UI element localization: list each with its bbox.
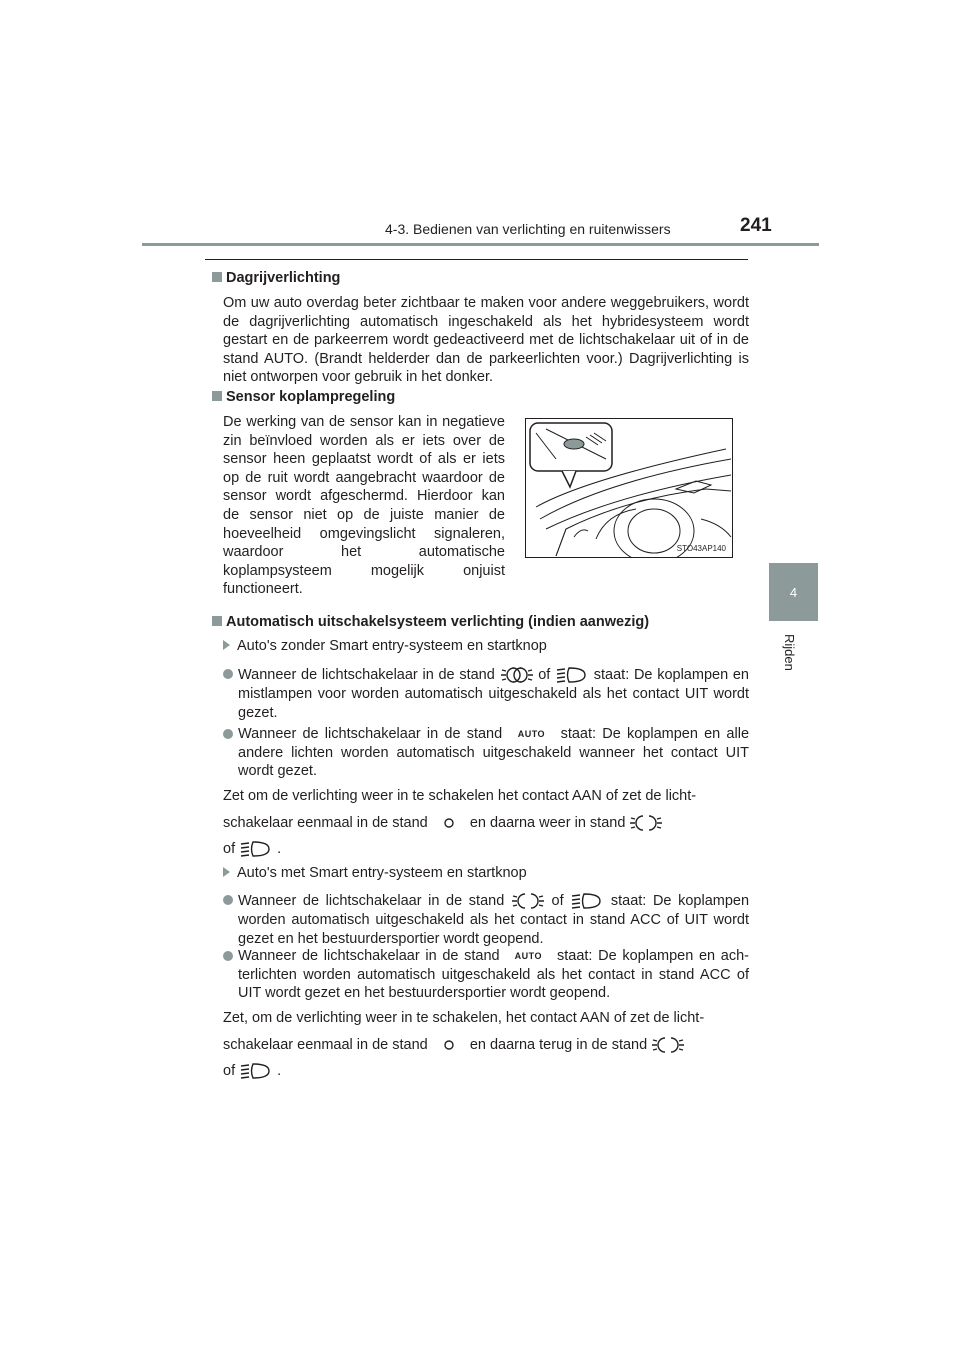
subheading-no-smart: [223, 638, 547, 654]
round-bullet-icon: [223, 669, 233, 679]
paragraph-smart-3: [223, 1061, 281, 1081]
heading-drl: [212, 270, 340, 286]
bullet-smart-2: [223, 947, 749, 1003]
bullet-text: Wanneer de lichtschakelaar in de stand: [238, 726, 503, 742]
round-bullet-icon: [223, 895, 233, 905]
heading-auto-off: [212, 614, 649, 630]
paragraph-smart-2: [223, 1035, 685, 1055]
paragraph-text: schakelaar eenmaal in de stand: [223, 815, 428, 831]
auto-icon: AUTO: [514, 951, 542, 961]
bullet-text: staat: De koplampen: [610, 893, 750, 909]
paragraph-drl: Om uw auto overdag beter zichtbaar te maken voor andere weggebruikers, wordt de dagrijverlichting automatisch ingeschakeld als het hybridesysteem wordt gestart en de parkeerrem wordt gedeactiveerd met de lichtschakelaar uit of in de stand AUTO. (Brandt helderder dan de parkeerlichten voor.) Dagrijverlichting is niet ontworpen voor gebruik in het donker.: [223, 295, 749, 386]
header-rule: [142, 243, 819, 246]
triangle-bullet-icon: [223, 867, 230, 877]
headlight-icon: [239, 1061, 273, 1081]
bullet-text: terlichten worden automatisch uitgeschakeld als het contact in stand ACC of UIT wordt gezet en het bestuurdersportier wordt geopend.: [238, 966, 749, 1002]
paragraph-text: of: [223, 1063, 236, 1079]
auto-icon: AUTO: [517, 729, 546, 739]
bullet-text: of: [538, 667, 551, 683]
bullet-text: staat: De koplampen en ach-: [557, 948, 749, 964]
headlight-icon: [555, 665, 589, 685]
bullet-text: of: [551, 893, 564, 909]
bullet-text: andere lichten worden automatisch uitgeschakeld wanneer het contact UIT wordt gezet.: [238, 744, 749, 780]
triangle-bullet-icon: [223, 640, 230, 650]
section-title: 4-3. Bedienen van verlichting en ruitenwissers: [385, 221, 671, 237]
paragraph-no-smart-2: [223, 813, 663, 833]
bullet-text: staat: De koplampen: [593, 667, 729, 683]
paragraph-smart-1: Zet, om de verlichting weer in te schakelen, het contact AAN of zet de licht-: [223, 1010, 705, 1026]
chapter-number: 4: [789, 585, 798, 600]
bullet-text: worden automatisch uitgeschakeld als het contact in stand ACC of UIT wordt gezet en het bestuurdersportier wordt geopend.: [238, 912, 749, 947]
bullet-text: Wanneer de lichtschakelaar in de stand: [238, 667, 495, 683]
square-bullet-icon: [212, 616, 222, 626]
parking-light-icon: [500, 665, 534, 685]
parking-light-icon: [511, 891, 545, 911]
paragraph-text: en daarna terug in de stand: [469, 1037, 648, 1053]
heading-text: Automatisch uitschakelsysteem verlichting (indien aanwezig): [226, 614, 650, 630]
subheading-text: Auto's met Smart entry-systeem en startknop: [237, 865, 527, 881]
parking-light-icon: [651, 1035, 685, 1055]
bullet-no-smart-2: [223, 725, 749, 781]
paragraph-no-smart-3: [223, 839, 281, 859]
parking-light-icon: [629, 813, 663, 833]
page-number: 241: [740, 215, 772, 236]
paragraph-text: .: [277, 1063, 282, 1079]
bullet-text: staat: De koplampen en alle: [560, 726, 750, 742]
headlight-icon: [570, 891, 604, 911]
round-bullet-icon: [223, 729, 233, 739]
chapter-tab: [769, 563, 818, 621]
figure-code: STO43AP140: [676, 544, 726, 553]
heading-text: Dagrijverlichting: [226, 270, 341, 286]
heading-text: Sensor koplampregeling: [226, 389, 396, 405]
paragraph-no-smart-1: Zet om de verlichting weer in te schakelen het contact AAN of zet de licht-: [223, 788, 697, 804]
bullet-text: Wanneer de lichtschakelaar in de stand: [238, 948, 500, 964]
round-bullet-icon: [223, 951, 233, 961]
headlight-icon: [239, 839, 273, 859]
bullet-smart-1: [223, 891, 749, 948]
dashboard-illustration: [526, 419, 732, 557]
subheading-text: Auto's zonder Smart entry-systeem en startknop: [237, 638, 547, 654]
bullet-text: en mistlampen voor worden automatisch uitgeschakeld als het contact UIT wordt gezet.: [238, 667, 749, 721]
heading-sensor: [212, 389, 395, 405]
paragraph-text: en daarna weer in stand: [469, 815, 626, 831]
content-rule: [205, 259, 748, 260]
sensor-figure: [525, 418, 733, 558]
square-bullet-icon: [212, 391, 222, 401]
subheading-smart: [223, 865, 527, 881]
off-icon: [432, 1035, 466, 1055]
off-icon: [432, 813, 466, 833]
bullet-no-smart-1: [223, 665, 749, 722]
paragraph-sensor: De werking van de sensor kan in negatieve zin beïnvloed worden als er iets over de sensor heen geplaatst wordt of als er iets op de ruit wordt aangebracht waardoor de sensor wordt afgeschermd. Hierdoor kan de sensor niet op de juiste manier de hoeveelheid omgevingslicht signaleren, waardoor het automatische koplampsysteem mogelijk onjuist functioneert.: [223, 414, 505, 598]
paragraph-text: schakelaar eenmaal in de stand: [223, 1037, 428, 1053]
bullet-text: Wanneer de lichtschakelaar in de stand: [238, 893, 505, 909]
paragraph-text: .: [277, 841, 282, 857]
square-bullet-icon: [212, 272, 222, 282]
chapter-label: Rijden: [782, 634, 797, 671]
paragraph-text: of: [223, 841, 236, 857]
